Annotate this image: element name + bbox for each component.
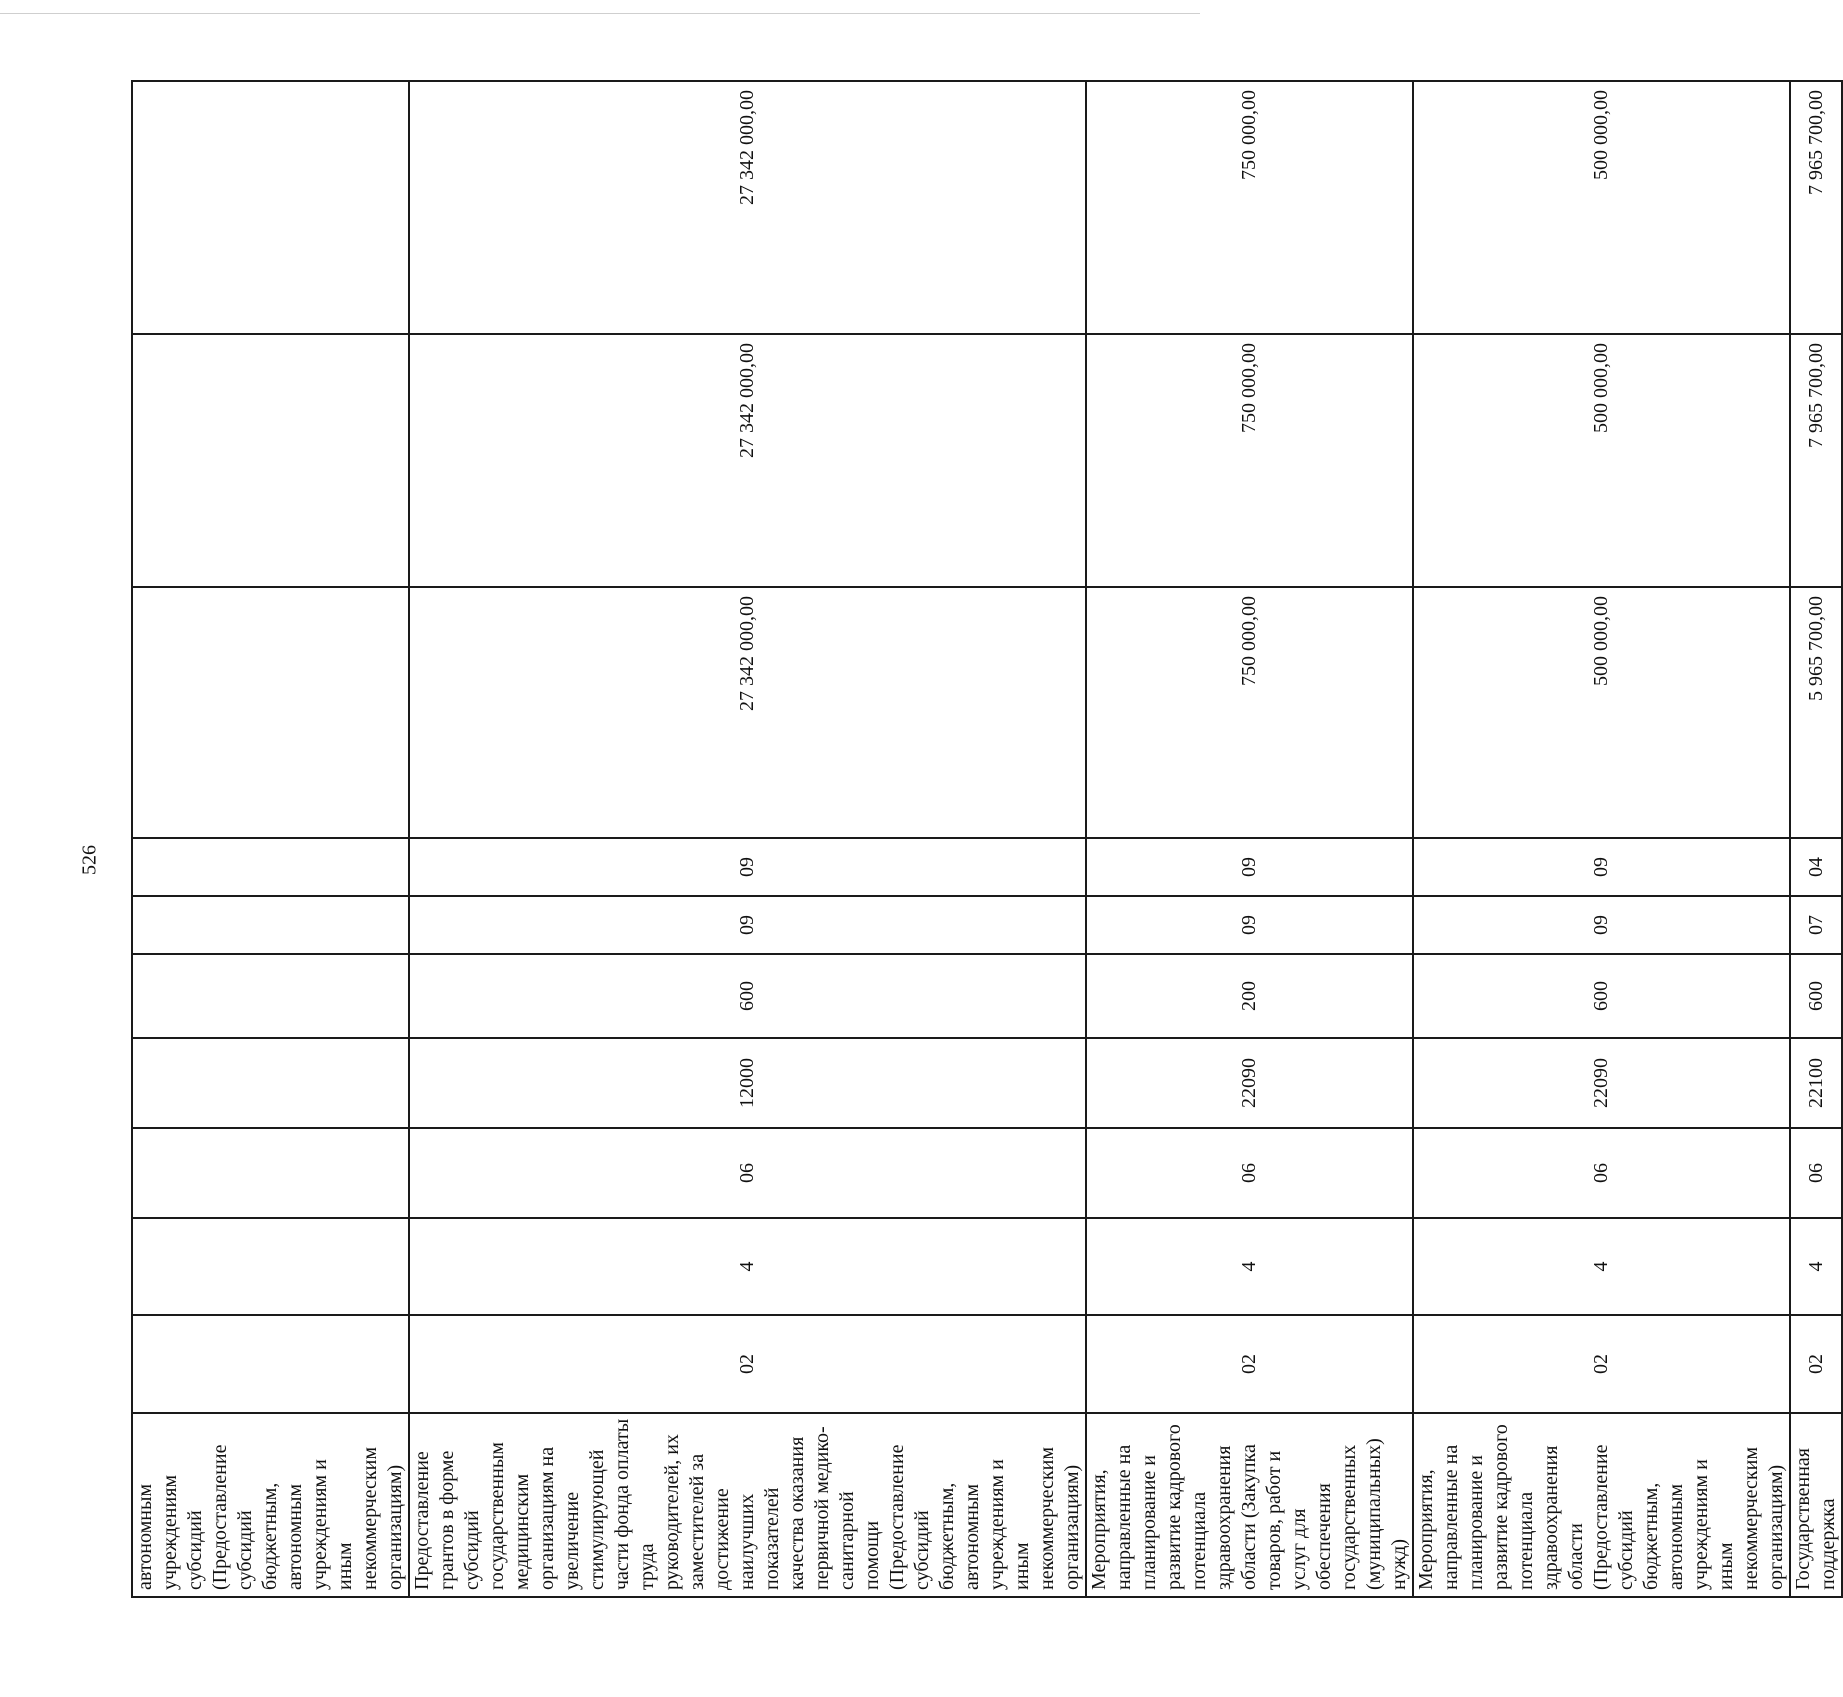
amount-cell bbox=[132, 81, 409, 334]
amount-cell: 500 000,00 bbox=[1413, 587, 1790, 838]
code-cell: 02 bbox=[1086, 1315, 1413, 1413]
code-cell: 04 bbox=[1790, 838, 1842, 896]
amount-cell: 500 000,00 bbox=[1413, 334, 1790, 587]
code-cell bbox=[132, 1218, 409, 1315]
scan-edge-line bbox=[0, 13, 1200, 14]
code-cell: 07 bbox=[1790, 896, 1842, 954]
amount-cell: 7 965 700,00 bbox=[1790, 334, 1842, 587]
code-cell: 22100 bbox=[1790, 1038, 1842, 1128]
amount-cell: 27 342 000,00 bbox=[409, 334, 1086, 587]
code-cell: 4 bbox=[1413, 1218, 1790, 1315]
budget-table bbox=[131, 80, 1843, 1598]
row-description: Мероприятия, направленные на планирование и развитие кадрового потенциала здравоохранения области (Закупка товаров, работ и услуг для обеспечения государственных (муниципальных) нужд) bbox=[1086, 1413, 1413, 1597]
code-cell: 600 bbox=[1413, 954, 1790, 1038]
code-cell bbox=[132, 1128, 409, 1218]
table-row bbox=[1086, 81, 1413, 1597]
amount-cell: 750 000,00 bbox=[1086, 81, 1413, 334]
code-cell: 06 bbox=[1413, 1128, 1790, 1218]
code-cell: 06 bbox=[409, 1128, 1086, 1218]
code-cell: 02 bbox=[1790, 1315, 1842, 1413]
amount-cell bbox=[132, 334, 409, 587]
code-cell: 09 bbox=[409, 896, 1086, 954]
amount-cell: 5 965 700,00 bbox=[1790, 587, 1842, 838]
code-cell bbox=[132, 838, 409, 896]
code-cell: 4 bbox=[1790, 1218, 1842, 1315]
code-cell bbox=[132, 954, 409, 1038]
code-cell: 09 bbox=[1086, 896, 1413, 954]
code-cell: 600 bbox=[1790, 954, 1842, 1038]
code-cell: 06 bbox=[1086, 1128, 1413, 1218]
code-cell: 22090 bbox=[1413, 1038, 1790, 1128]
row-description: Государственная поддержка bbox=[1790, 1413, 1842, 1597]
code-cell bbox=[132, 896, 409, 954]
code-cell: 200 bbox=[1086, 954, 1413, 1038]
amount-cell: 750 000,00 bbox=[1086, 587, 1413, 838]
rotated-table-wrapper bbox=[131, 82, 1839, 1598]
code-cell: 09 bbox=[1086, 838, 1413, 896]
amount-cell bbox=[132, 587, 409, 838]
amount-cell: 7 965 700,00 bbox=[1790, 81, 1842, 334]
code-cell: 4 bbox=[409, 1218, 1086, 1315]
code-cell: 12000 bbox=[409, 1038, 1086, 1128]
code-cell: 09 bbox=[1413, 896, 1790, 954]
code-cell: 4 bbox=[1086, 1218, 1413, 1315]
code-cell: 06 bbox=[1790, 1128, 1842, 1218]
amount-cell: 500 000,00 bbox=[1413, 81, 1790, 334]
code-cell: 09 bbox=[409, 838, 1086, 896]
code-cell bbox=[132, 1038, 409, 1128]
row-description: Мероприятия, направленные на планирование и развитие кадрового потенциала здравоохранения области (Предоставление субсидий бюджетным, автономным учреждениям и иным некоммерческим организациям) bbox=[1413, 1413, 1790, 1597]
code-cell: 22090 bbox=[1086, 1038, 1413, 1128]
amount-cell: 750 000,00 bbox=[1086, 334, 1413, 587]
table-row bbox=[132, 81, 409, 1597]
table-row bbox=[1413, 81, 1790, 1597]
table-row bbox=[1790, 81, 1842, 1597]
code-cell: 600 bbox=[409, 954, 1086, 1038]
table-row bbox=[409, 81, 1086, 1597]
amount-cell: 27 342 000,00 bbox=[409, 81, 1086, 334]
code-cell bbox=[132, 1315, 409, 1413]
row-description: Предоставление грантов в форме субсидий государственным медицинским организациям на увеличение стимулирующей части фонда оплаты труда руководителей, их заместителей за достижение наилучших показателей качества оказания первичной медико-санитарной помощи (Предоставление субсидий бюджетным, автономным учреждениям и иным некоммерческим организациям) bbox=[409, 1413, 1086, 1597]
row-description: автономным учреждениям субсидий (Предоставление субсидий бюджетным, автономным учреждениям и иным некоммерческим организациям) bbox=[132, 1413, 409, 1597]
amount-cell: 27 342 000,00 bbox=[409, 587, 1086, 838]
code-cell: 02 bbox=[409, 1315, 1086, 1413]
code-cell: 09 bbox=[1413, 838, 1790, 896]
code-cell: 02 bbox=[1413, 1315, 1790, 1413]
